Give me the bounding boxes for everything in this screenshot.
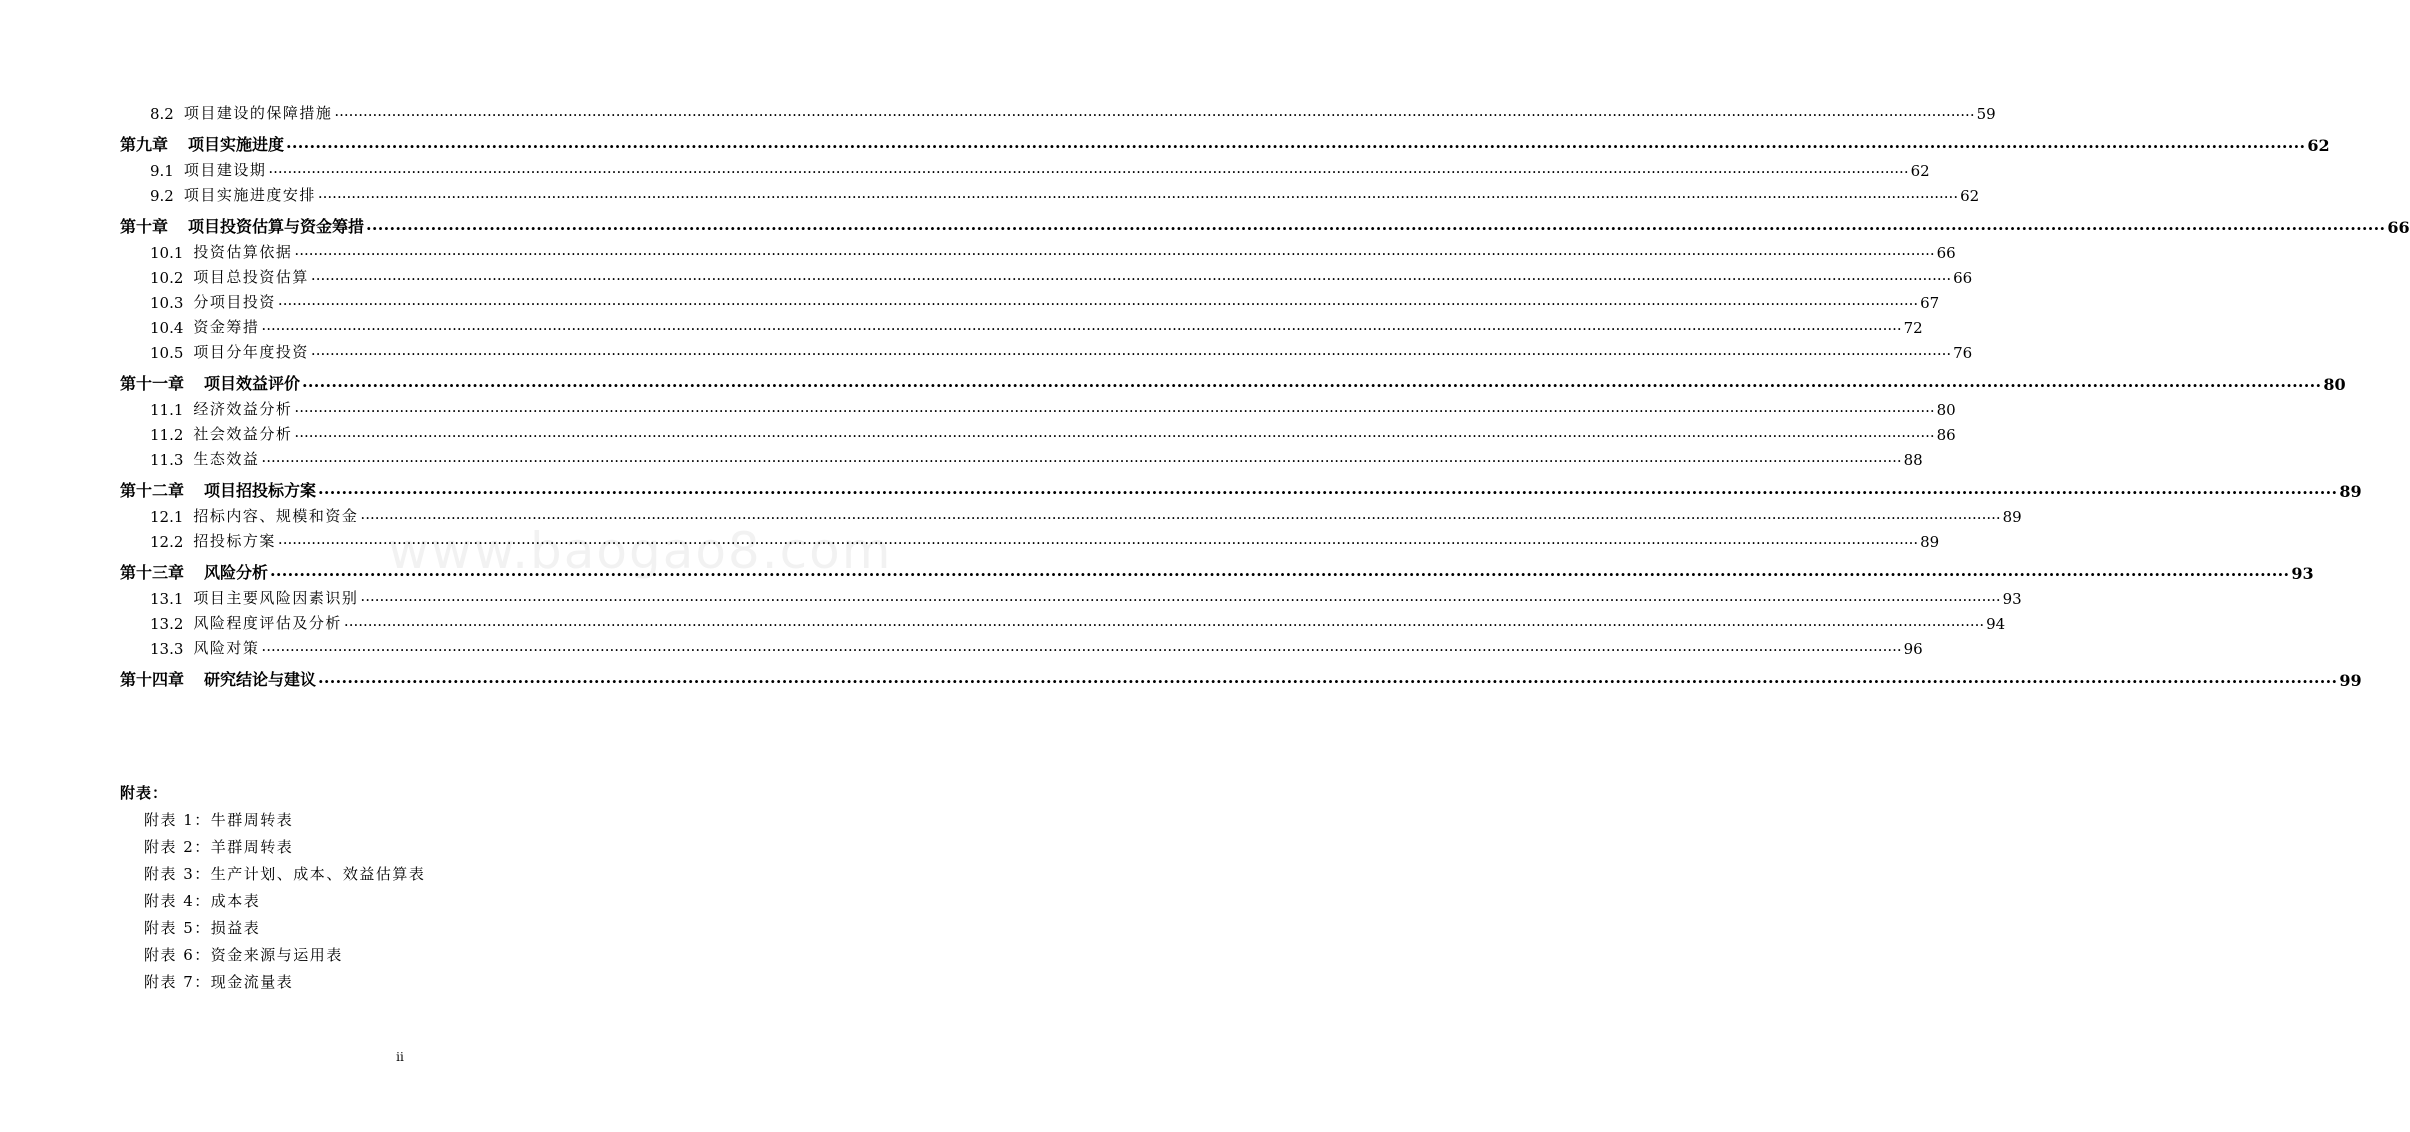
toc-entry-title: 投资估算依据 xyxy=(193,243,293,261)
appendix-item: 附表 6：资金来源与运用表 xyxy=(144,946,343,964)
toc-entry-page: 89 xyxy=(2339,482,2362,501)
appendix-item: 附表 2：羊群周转表 xyxy=(144,838,294,856)
toc-chapter-entry[interactable] xyxy=(0,555,2314,583)
toc-dot-leader xyxy=(318,668,2337,687)
toc-entry-page: 62 xyxy=(2307,136,2330,155)
toc-section-entry[interactable] xyxy=(0,444,1923,469)
toc-section-entry[interactable] xyxy=(0,501,2022,526)
toc-dot-leader xyxy=(261,637,1901,655)
toc-chapter-entry[interactable] xyxy=(0,209,2410,237)
toc-entry-number: 第十四章 xyxy=(120,670,185,689)
toc-entry-page: 66 xyxy=(1953,269,1973,287)
toc-entry-title: 风险对策 xyxy=(193,639,260,657)
toc-entry-page: 76 xyxy=(1953,344,1973,362)
toc-dot-leader xyxy=(334,102,1974,120)
toc-dot-leader xyxy=(311,266,1951,284)
toc-entry-number: 10.1 xyxy=(150,244,184,262)
toc-entry-page: 62 xyxy=(1910,162,1930,180)
toc-dot-leader xyxy=(344,612,1984,630)
toc-dot-leader xyxy=(278,291,1918,309)
toc-entry-number: 13.1 xyxy=(150,590,184,608)
toc-entry-page: 72 xyxy=(1903,319,1923,337)
toc-entry-number: 11.3 xyxy=(150,451,184,469)
toc-section-entry[interactable] xyxy=(0,394,1956,419)
appendix-item: 附表 7：现金流量表 xyxy=(144,973,294,991)
toc-entry-page: 86 xyxy=(1936,426,1956,444)
table-of-contents xyxy=(0,98,2410,690)
toc-entry-number: 第十章 xyxy=(120,217,169,236)
toc-entry-page: 89 xyxy=(1920,533,1940,551)
toc-entry-title: 项目实施进度安排 xyxy=(183,186,316,204)
toc-section-entry[interactable] xyxy=(0,583,2022,608)
toc-entry-page: 96 xyxy=(1903,640,1923,658)
toc-entry-title: 项目总投资估算 xyxy=(193,268,309,286)
toc-entry-title: 风险程度评估及分析 xyxy=(193,614,342,632)
toc-entry-number: 10.4 xyxy=(150,319,184,337)
appendix-list xyxy=(120,782,680,998)
toc-entry-page: 89 xyxy=(2002,508,2022,526)
toc-chapter-entry[interactable] xyxy=(0,366,2346,394)
watermark: www.baogao8.com xyxy=(388,522,893,580)
toc-entry-page: 66 xyxy=(2387,218,2410,237)
toc-entry-title: 社会效益分析 xyxy=(193,425,293,443)
toc-dot-leader xyxy=(318,184,1958,202)
toc-dot-leader xyxy=(294,423,1934,441)
toc-entry-title: 经济效益分析 xyxy=(193,400,293,418)
toc-entry-title: 招投标方案 xyxy=(193,532,276,550)
toc-entry-number: 9.2 xyxy=(150,187,174,205)
toc-entry-number: 第十二章 xyxy=(120,481,185,500)
toc-section-entry[interactable] xyxy=(0,526,1940,551)
toc-entry-page: 99 xyxy=(2339,671,2362,690)
toc-dot-leader xyxy=(268,159,1908,177)
toc-entry-number: 第十三章 xyxy=(120,563,185,582)
toc-entry-number: 10.2 xyxy=(150,269,184,287)
toc-section-entry[interactable] xyxy=(0,608,2006,633)
toc-entry-title: 项目效益评价 xyxy=(204,374,301,393)
toc-entry-number: 12.1 xyxy=(150,508,184,526)
appendix-item: 附表 5：损益表 xyxy=(144,919,261,937)
toc-dot-leader xyxy=(270,561,2289,580)
toc-entry-page: 80 xyxy=(2323,375,2346,394)
toc-dot-leader xyxy=(278,530,1918,548)
toc-section-entry[interactable] xyxy=(0,287,1940,312)
toc-section-entry[interactable] xyxy=(0,419,1956,444)
toc-dot-leader xyxy=(302,372,2321,391)
toc-entry-number: 10.3 xyxy=(150,294,184,312)
toc-dot-leader xyxy=(318,479,2337,498)
toc-entry-title: 项目招投标方案 xyxy=(204,481,317,500)
toc-chapter-entry[interactable] xyxy=(0,127,2330,155)
toc-entry-page: 59 xyxy=(1976,105,1996,123)
toc-dot-leader xyxy=(360,587,2000,605)
page-number: ii xyxy=(396,1050,404,1064)
toc-entry-page: 80 xyxy=(1936,401,1956,419)
toc-entry-number: 第九章 xyxy=(120,135,169,154)
toc-entry-title: 风险分析 xyxy=(204,563,269,582)
toc-entry-title: 项目实施进度 xyxy=(188,135,285,154)
toc-entry-title: 项目建设期 xyxy=(183,161,267,179)
toc-dot-leader xyxy=(294,398,1934,416)
toc-section-entry[interactable] xyxy=(0,262,1973,287)
toc-entry-title: 资金筹措 xyxy=(193,318,260,336)
toc-entry-title: 研究结论与建议 xyxy=(204,670,317,689)
toc-dot-leader xyxy=(286,133,2305,152)
appendix-item: 附表 4：成本表 xyxy=(144,892,261,910)
toc-section-entry[interactable] xyxy=(0,633,1923,658)
toc-entry-number: 13.3 xyxy=(150,640,184,658)
toc-entry-page: 62 xyxy=(1960,187,1980,205)
toc-dot-leader xyxy=(311,341,1951,359)
toc-section-entry[interactable] xyxy=(0,312,1923,337)
toc-entry-page: 94 xyxy=(1986,615,2006,633)
toc-entry-page: 67 xyxy=(1920,294,1940,312)
toc-section-entry[interactable] xyxy=(0,155,1930,180)
toc-dot-leader xyxy=(261,448,1901,466)
toc-entry-page: 93 xyxy=(2002,590,2022,608)
toc-dot-leader xyxy=(261,316,1901,334)
toc-entry-title: 项目分年度投资 xyxy=(193,343,309,361)
toc-entry-number: 8.2 xyxy=(150,105,174,123)
toc-section-entry[interactable] xyxy=(0,98,1996,123)
toc-entry-title: 生态效益 xyxy=(193,450,260,468)
toc-entry-number: 13.2 xyxy=(150,615,184,633)
appendix-item: 附表 1：牛群周转表 xyxy=(144,811,294,829)
toc-entry-page: 66 xyxy=(1936,244,1956,262)
toc-dot-leader xyxy=(294,241,1934,259)
toc-entry-number: 10.5 xyxy=(150,344,184,362)
toc-entry-title: 分项目投资 xyxy=(193,293,276,311)
toc-entry-number: 11.1 xyxy=(150,401,184,419)
toc-dot-leader xyxy=(366,215,2385,234)
toc-entry-title: 项目建设的保障措施 xyxy=(183,104,333,122)
toc-entry-number: 9.1 xyxy=(150,162,174,180)
toc-entry-page: 88 xyxy=(1903,451,1923,469)
toc-entry-number: 12.2 xyxy=(150,533,184,551)
toc-section-entry[interactable] xyxy=(0,180,1980,205)
toc-entry-page: 93 xyxy=(2291,564,2314,583)
toc-chapter-entry[interactable] xyxy=(0,473,2362,501)
toc-entry-number: 第十一章 xyxy=(120,374,185,393)
toc-chapter-entry[interactable] xyxy=(0,662,2362,690)
toc-entry-title: 招标内容、规模和资金 xyxy=(193,507,359,525)
toc-dot-leader xyxy=(360,505,2000,523)
toc-entry-title: 项目主要风险因素识别 xyxy=(193,589,359,607)
appendix-heading: 附表： xyxy=(120,784,169,802)
appendix-item: 附表 3：生产计划、成本、效益估算表 xyxy=(144,865,426,883)
toc-section-entry[interactable] xyxy=(0,337,1973,362)
toc-entry-number: 11.2 xyxy=(150,426,184,444)
toc-section-entry[interactable] xyxy=(0,237,1956,262)
toc-entry-title: 项目投资估算与资金筹措 xyxy=(188,217,365,236)
